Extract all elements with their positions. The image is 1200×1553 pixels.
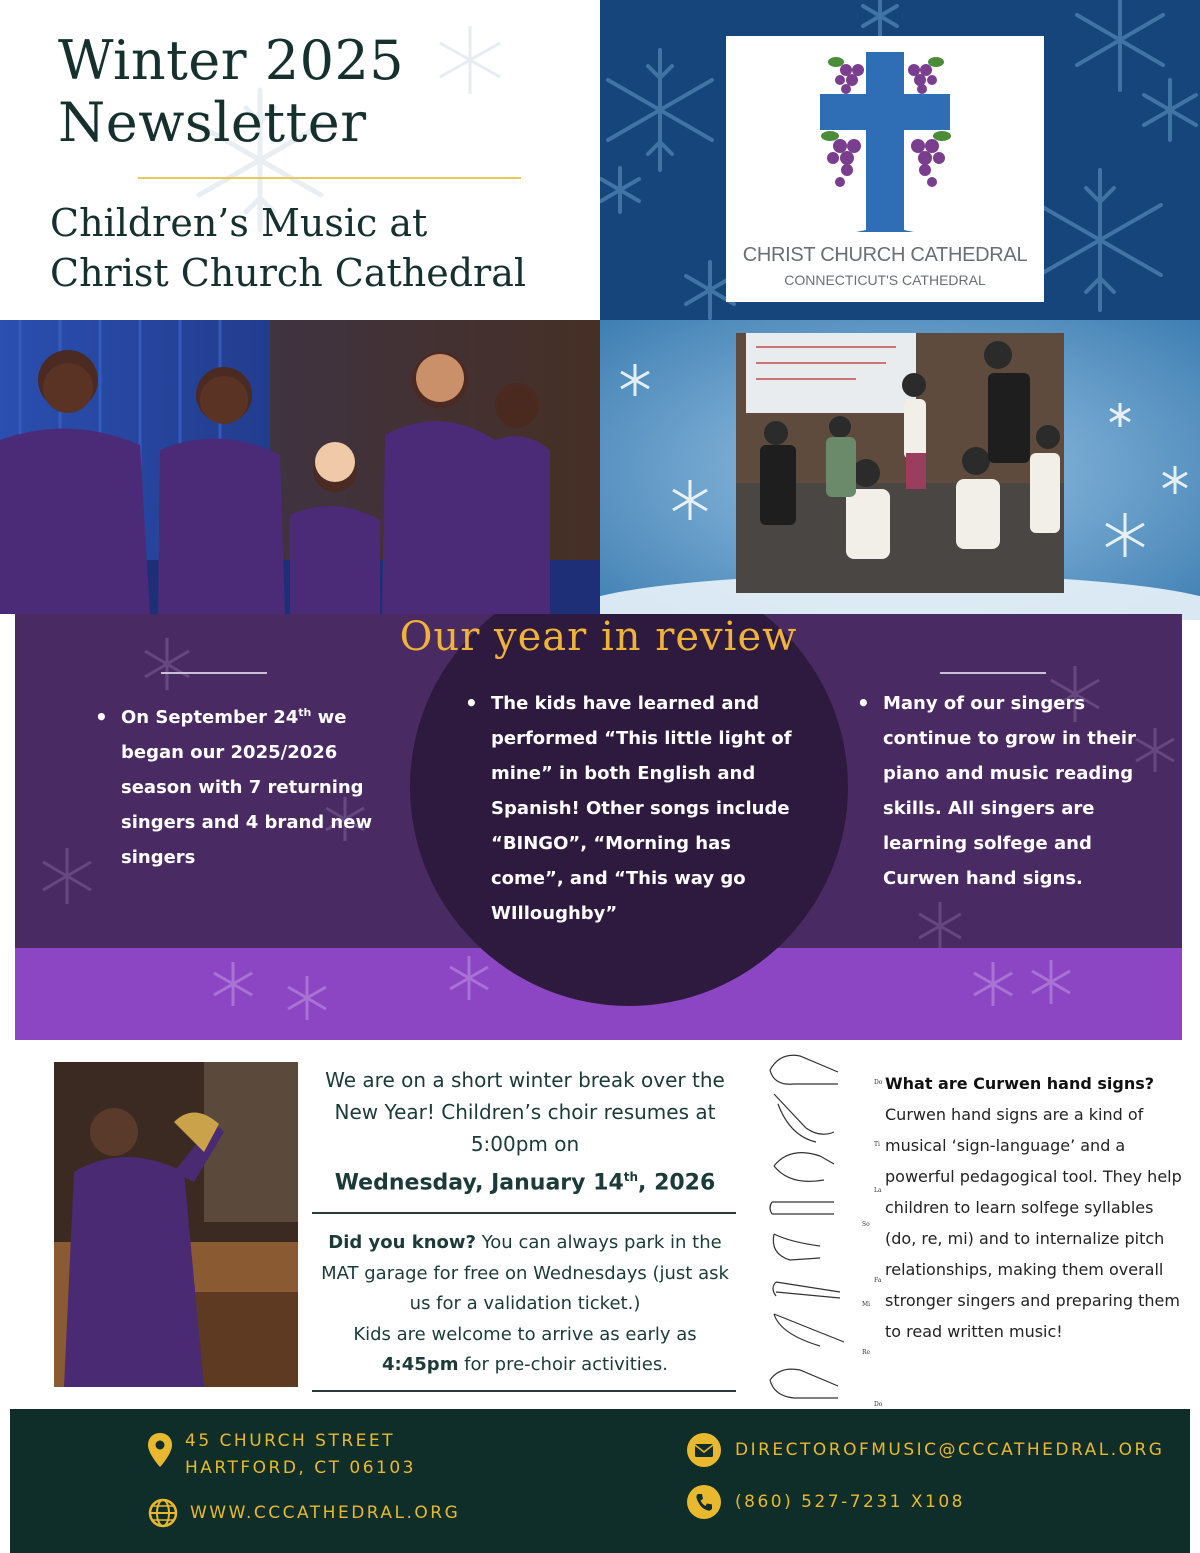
envelope-icon [687,1433,721,1467]
resume-date-sup: th [623,1170,639,1184]
review-bullet-1-text: On September 24 [121,707,299,728]
did-you-know-text: You can always park in the MAT garage for free on Wednesdays (just ask us for a validation ticket.) [321,1232,729,1314]
hand-label: So [862,1221,870,1228]
review-bullet-1-sup: th [298,706,312,719]
curwen-title: What are Curwen hand signs? [885,1074,1155,1093]
review-bullet-1 [95,700,375,875]
resume-date-text: Wednesday, January 14 [334,1170,624,1196]
resume-date-year: , 2026 [638,1170,716,1196]
winter-break-text: We are on a short winter break over the New Year! Children’s choir resumes at 5:00pm on [325,1068,725,1156]
curwen-hand-signs-chart [760,1046,886,1408]
curwen-explainer [885,1068,1185,1347]
contact-footer [10,1409,1190,1553]
hand-label: Do [874,1079,883,1086]
review-heading: Our year in review [399,614,798,660]
title-line-1: Winter 2025 [58,29,405,92]
hand-label: Do [874,1401,883,1408]
review-divider-left [161,672,267,674]
hand-label: Ti [874,1141,880,1148]
classroom-photo-illustration [736,333,1064,593]
header-title-panel [0,0,600,320]
curwen-body: Curwen hand signs are a kind of musical ‘sign-language’ and a powerful pedagogical tool. They help children to learn solfege syllables (do, re, mi) and to internalize pitch relationships, making them overall stronger singers and preparing them to read written music! [885,1105,1182,1341]
logo-name: CHRIST CHURCH CATHEDRAL [742,244,1028,266]
handbell-photo [54,1062,298,1387]
classroom-photo [736,333,1064,593]
hand-label: Re [862,1349,871,1356]
review-column-1 [95,700,375,875]
choir-photo [0,320,600,614]
subtitle-line-2: Christ Church Cathedral [50,251,527,295]
title-line-2: Newsletter [58,91,367,154]
cross-logo-icon [726,36,1044,236]
snowflake-icon [430,20,510,100]
review-bullet-1-text-end: we began our 2025/2026 season with 7 returning singers and 4 brand new singers [121,707,373,868]
year-in-review-section [15,614,1182,1040]
cathedral-logo [726,36,1044,302]
did-you-know [312,1228,738,1381]
address-line-1: 45 CHURCH STREET [185,1431,396,1451]
hand-sign-drawings [770,1055,844,1398]
review-bullet-2: • The kids have learned and performed “This little light of mine” in both English and Spanish! Other songs include “BINGO”, “Morning has come”, and “This way go WIlloughby” [465,686,795,931]
did-you-know-label: Did you know? [328,1232,476,1253]
phone-icon [687,1485,721,1519]
review-column-3 [857,686,1157,896]
address-line-2: HARTFORD, CT 06103 [185,1458,416,1478]
arrival-text: Kids are welcome to arrive as early as [353,1323,697,1345]
location-pin-icon [148,1433,172,1467]
resume-date [312,1160,738,1200]
arrival-time: 4:45pm [382,1354,459,1375]
hand-label: Fa [874,1277,882,1284]
info-divider-bottom [312,1390,736,1392]
website-link[interactable]: WWW.CCCATHEDRAL.ORG [190,1503,461,1523]
handbell-photo-illustration [54,1062,298,1387]
info-divider-top [312,1212,736,1214]
review-divider-right [940,672,1046,674]
winter-break-info [312,1064,738,1200]
review-column-2 [465,686,795,931]
email-link[interactable]: DIRECTOROFMUSIC@CCCATHEDRAL.ORG [735,1440,1165,1460]
review-bullet-3: • Many of our singers continue to grow in their piano and music reading skills. All singers are learning solfege and Curwen hand signs. [857,686,1157,896]
subtitle-line-1: Children’s Music at [50,201,428,245]
title-divider [138,177,521,179]
logo-panel [600,0,1200,320]
phone-number[interactable]: (860) 527-7231 X108 [735,1492,965,1512]
hand-label: Mi [862,1301,871,1308]
newsletter-title [58,30,404,154]
logo-tagline: CONNECTICUT'S CATHEDRAL [784,272,986,288]
globe-icon [148,1498,178,1528]
choir-photo-illustration [0,320,600,614]
arrival-text-end: for pre-choir activities. [458,1354,668,1375]
hand-label: La [874,1187,882,1194]
newsletter-subtitle [50,198,526,298]
